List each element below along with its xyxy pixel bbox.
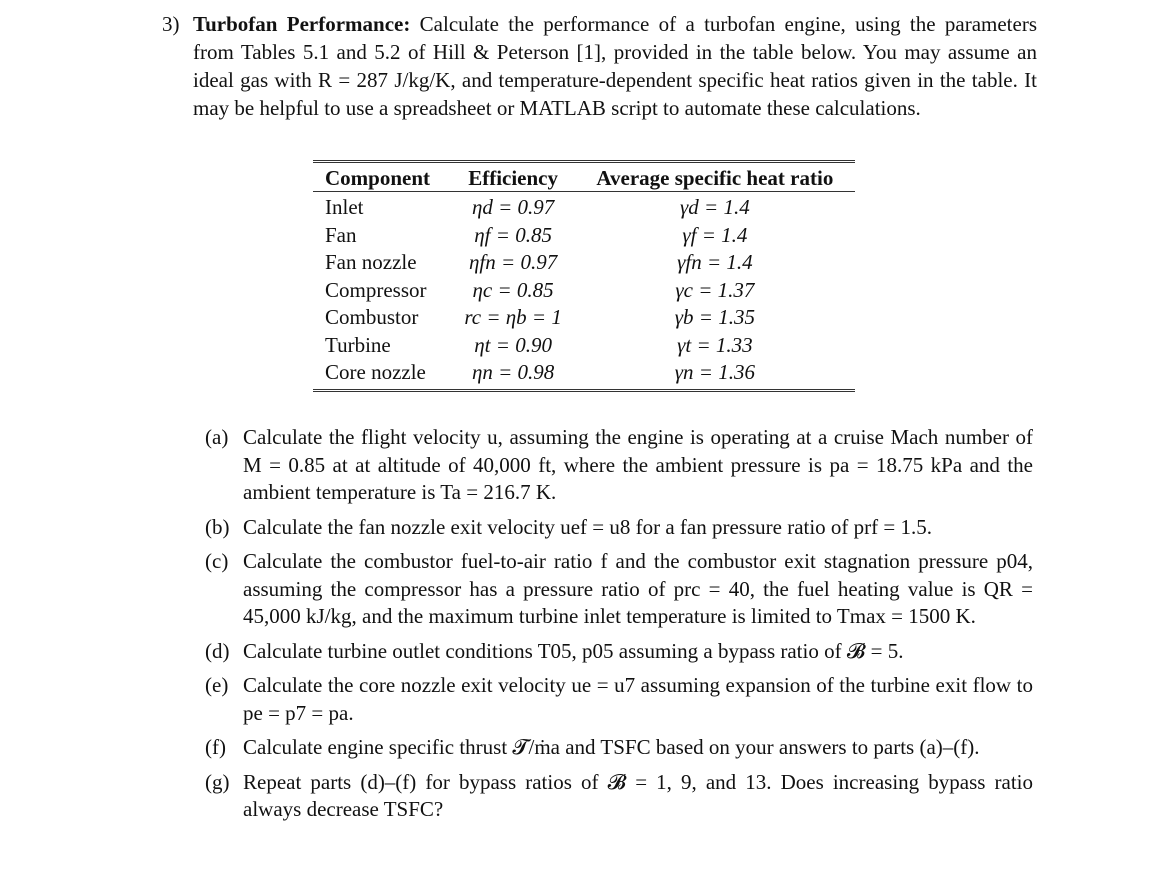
component-cell: Core nozzle: [325, 360, 426, 384]
header-gamma: Average specific heat ratio: [575, 162, 855, 192]
problem-statement: [162, 10, 1037, 122]
table-row: [313, 192, 855, 222]
table-row: [313, 359, 855, 390]
sub-question-text: Calculate turbine outlet conditions T05, p05 assuming a bypass ratio of 𝓑 = 5.: [243, 638, 904, 663]
sub-question-text: Repeat parts (d)–(f) for bypass ratios of 𝓑 = 1, 9, and 13. Does increasing bypass ratio always decrease TSFC?: [243, 769, 1033, 821]
sub-question-c: [205, 548, 1033, 631]
efficiency-cell: ηfn = 0.97: [469, 250, 558, 274]
efficiency-cell: ηt = 0.90: [474, 332, 552, 357]
component-cell: Compressor: [325, 277, 427, 302]
sub-question-text: Calculate the fan nozzle exit velocity uef = u8 for a fan pressure ratio of prf = 1.5.: [243, 514, 933, 539]
sub-question-text: Calculate the flight velocity u, assuming the engine is operating at a cruise Mach number of M = 0.85 at at altitude of 40,000 ft, where the ambient pressure is pa = 18.75 kPa and the ambient temperature is Ta = 216.7 K.: [243, 425, 1033, 504]
efficiency-cell: ηf = 0.85: [474, 222, 552, 247]
sub-question-b: [205, 514, 1033, 542]
sub-question-e: [205, 672, 1033, 727]
gamma-cell: γt = 1.33: [677, 332, 753, 357]
sub-question-list: [205, 424, 1033, 831]
problem-intro-block: [193, 10, 1037, 122]
gamma-cell: γn = 1.36: [674, 360, 755, 384]
component-cell: Fan nozzle: [325, 250, 417, 274]
component-cell: Fan: [325, 222, 357, 247]
sub-question-label: (f): [205, 735, 226, 759]
gamma-cell: γc = 1.37: [675, 277, 755, 302]
table-header-row: [313, 162, 855, 192]
gamma-cell: γf = 1.4: [682, 222, 748, 247]
table-row: [313, 304, 855, 332]
efficiency-cell: ηc = 0.85: [472, 277, 554, 302]
sub-question-label: (a): [205, 425, 229, 449]
parameter-table: [313, 160, 855, 392]
sub-question-g: [205, 769, 1033, 824]
table-row: [313, 249, 855, 277]
sub-question-label: (e): [205, 673, 229, 697]
header-efficiency: Efficiency: [451, 162, 574, 192]
sub-question-a: [205, 424, 1033, 507]
header-component: Component: [313, 162, 451, 192]
sub-question-f: [205, 734, 1033, 762]
problem-intro: Calculate the performance of a turbofan engine, using the parameters from Tables 5.1 and 5.2 of Hill & Peterson [1], provided in the table below. You may assume an ideal gas with R = 287 J/kg/K, and temperature-dependent specific heat ratios given in the table. It may be helpful to use a spreadsheet or MATLAB script to automate these calculations.: [193, 12, 1037, 120]
efficiency-cell: ηn = 0.98: [471, 360, 555, 384]
component-cell: Combustor: [325, 305, 419, 329]
table-row: [313, 332, 855, 360]
sub-question-label: (g): [205, 769, 230, 794]
problem-number: 3): [162, 12, 180, 36]
gamma-cell: γfn = 1.4: [677, 250, 753, 274]
component-cell: Turbine: [325, 332, 391, 357]
sub-question-text: Calculate the combustor fuel-to-air ratio f and the combustor exit stagnation pressure p04, assuming the compressor has a pressure ratio of prc = 40, the fuel heating value is QR = 45,000 kJ/kg, and the maximum turbine inlet temperature is limited to Tmax = 1500 K.: [243, 549, 1033, 628]
sub-question-text: Calculate the core nozzle exit velocity ue = u7 assuming expansion of the turbine exit flow to pe = p7 = pa.: [243, 673, 1033, 725]
gamma-cell: γd = 1.4: [680, 195, 750, 219]
gamma-cell: γb = 1.35: [674, 305, 755, 329]
efficiency-cell: ηd = 0.97: [471, 195, 555, 219]
problem-title: Turbofan Performance:: [193, 12, 411, 36]
table-row: [313, 222, 855, 250]
sub-question-label: (d): [205, 638, 230, 663]
problem-header: [162, 10, 1037, 122]
efficiency-cell: rc = ηb = 1: [464, 305, 562, 329]
sub-question-d: [205, 638, 1033, 666]
table-row: [313, 277, 855, 305]
sub-question-text: Calculate engine specific thrust 𝓣/ṁa and TSFC based on your answers to parts (a)–(f).: [243, 735, 980, 759]
sub-question-label: (c): [205, 549, 229, 573]
sub-question-label: (b): [205, 514, 230, 539]
component-cell: Inlet: [325, 195, 364, 219]
